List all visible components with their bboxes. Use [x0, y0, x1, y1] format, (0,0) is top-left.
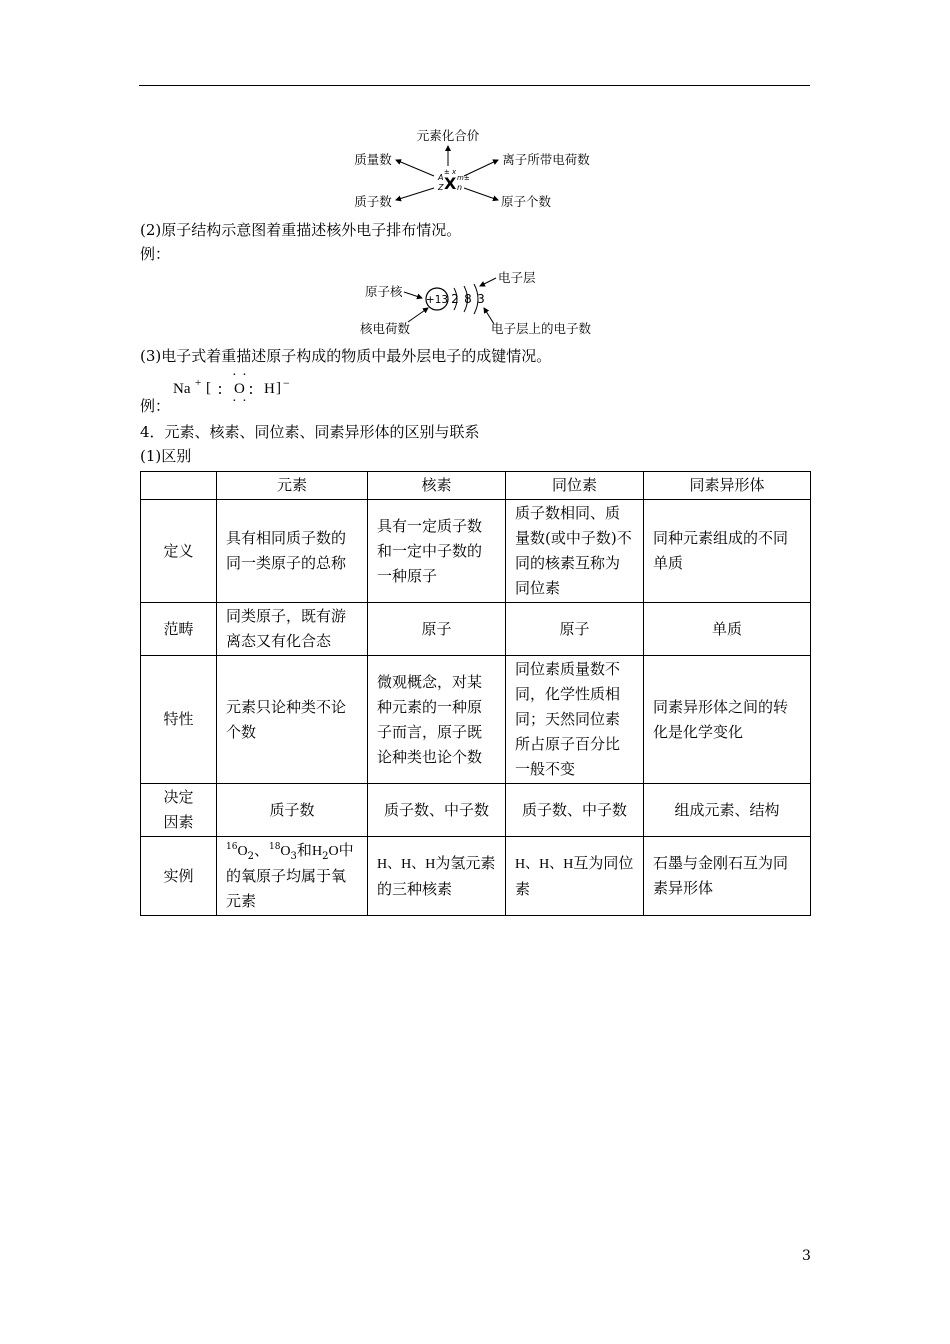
formula-o3: O [280, 844, 291, 859]
charge-label: 核电荷数 [360, 321, 411, 336]
table-cell: 质子数、中子数 [506, 784, 644, 837]
ion-charge-label: 离子所带电荷数 [502, 152, 590, 167]
formula-oxygen: O [234, 381, 245, 397]
conjunction: 和 [296, 841, 312, 859]
table-cell: 元素只论种类不论个数 [217, 656, 368, 784]
nuclide-text: 为氢元素的三种核素 [377, 853, 496, 898]
valence-sign: ± x [443, 168, 457, 176]
shell-arrow [480, 278, 496, 286]
electron-formula [173, 368, 313, 416]
table-cell: 同素异形体之间的转化是化学变化 [644, 656, 811, 784]
isotope-mass-18: 18 [268, 842, 281, 852]
formula-dots-right: ∶ [249, 383, 253, 399]
page-number: 3 [802, 1248, 811, 1264]
electrons-label: 电子层上的电子数 [491, 321, 592, 336]
table-cell: 单质 [644, 603, 811, 656]
paragraph-electron-formula: (3)电子式着重描述原子构成的物质中最外层电子的成键情况。 [140, 347, 552, 365]
count-subscript: n [457, 183, 463, 192]
subscript-3: 3 [290, 851, 297, 862]
section-heading-4: 4．元素、核素、同位素、同素异形体的区别与联系 [140, 423, 480, 441]
element-symbol: X [444, 174, 457, 193]
nucleus-label: 原子核 [365, 284, 403, 299]
isotope-text: 互为同位素 [515, 853, 634, 898]
row-label: 定义 [141, 500, 217, 603]
table-cell: 同种元素组成的不同单质 [644, 500, 811, 603]
table-header-cell: 元素 [217, 472, 368, 500]
subscript-h2: 2 [322, 851, 329, 862]
row-label: 决定因素 [141, 784, 217, 837]
table-header-cell: 同素异形体 [644, 472, 811, 500]
example-label-2: 例： [140, 397, 171, 415]
formula-bracket-open: [ [206, 380, 211, 396]
table-row [141, 603, 811, 656]
table-header-cell: 核素 [368, 472, 506, 500]
charge-sign: m± [457, 174, 470, 182]
table-cell: 原子 [368, 603, 506, 656]
formula-hydrogen: H [264, 381, 275, 397]
charge-arrow [408, 308, 428, 322]
table-cell: 组成元素、结构 [644, 784, 811, 837]
formula-dots-left: ∶ [218, 383, 222, 399]
table-cell: 微观概念，对某种元素的一种原子而言，原子既论种类也论个数 [368, 656, 506, 784]
formula-dots-top: · · [232, 368, 248, 383]
table-header-row [141, 472, 811, 500]
example-text: 中的氧原子均属于氧元素 [226, 841, 354, 910]
shell-electrons-2: 8 [464, 292, 472, 306]
table-cell: 质子数相同、质量数(或中子数)不同的核素互称为同位素 [506, 500, 644, 603]
table-row [141, 784, 811, 837]
formula-o-end: O [328, 844, 339, 859]
separator: 、 [253, 841, 269, 859]
table-header-cell: 同位素 [506, 472, 644, 500]
formula-dots-bottom: · · [232, 394, 248, 409]
atomic-label: Z [438, 183, 444, 192]
proton-number-label: 质子数 [354, 194, 392, 209]
shell-electrons-3: 3 [477, 292, 485, 306]
row-label: 实例 [141, 837, 217, 916]
formula-bracket-close: ] [276, 380, 281, 396]
isotope-mass-16: 16 [226, 842, 238, 852]
table-header-cell [141, 472, 217, 500]
formula-cation-charge: + [195, 377, 202, 389]
shell-label: 电子层 [498, 270, 536, 285]
table-cell: 质子数、中子数 [368, 784, 506, 837]
hydrogen-nuclides: H、H、H [377, 856, 436, 872]
header-rule [139, 85, 810, 86]
subscript-2: 2 [247, 851, 254, 862]
table-cell: 石墨与金刚石互为同素异形体 [644, 837, 811, 916]
nucleus-arrow [404, 292, 422, 298]
nuclide-notation-diagram [340, 120, 610, 212]
arrow-lower-left [396, 188, 434, 200]
row-label: 范畴 [141, 603, 217, 656]
formula-o2: O [237, 844, 248, 859]
table-row [141, 837, 811, 916]
table-cell [368, 837, 506, 916]
formula-h: H [311, 844, 323, 859]
shell-electrons-1: 2 [451, 292, 459, 306]
arrow-lower-right [464, 188, 498, 200]
table-cell: 具有相同质子数的同一类原子的总称 [217, 500, 368, 603]
table-cell [217, 837, 368, 916]
atomic-structure-diagram [360, 266, 610, 340]
formula-anion-charge: − [283, 376, 290, 390]
row-label: 特性 [141, 656, 217, 784]
table-cell [506, 837, 644, 916]
example-label: 例： [140, 245, 171, 263]
table-row [141, 656, 811, 784]
hydrogen-isotopes: H、H、H [515, 856, 574, 872]
atom-count-label: 原子个数 [500, 194, 552, 209]
table-cell: 质子数 [217, 784, 368, 837]
table-cell: 具有一定质子数和一定中子数的一种原子 [368, 500, 506, 603]
table-row [141, 500, 811, 603]
nucleus-charge: +13 [425, 294, 449, 306]
comparison-table [140, 471, 811, 916]
formula-cation: Na [173, 381, 191, 397]
mass-label: A [438, 173, 444, 182]
table-cell: 同类原子，既有游离态又有化合态 [217, 603, 368, 656]
table-cell: 原子 [506, 603, 644, 656]
mass-number-label: 质量数 [354, 152, 392, 167]
valence-label: 元素化合价 [416, 128, 480, 143]
arrow-upper-left [396, 160, 434, 176]
table-cell: 同位素质量数不同，化学性质相同；天然同位素所占原子百分比一般不变 [506, 656, 644, 784]
subsection-heading: (1)区别 [140, 447, 192, 465]
paragraph-atomic-structure: (2)原子结构示意图着重描述核外电子排布情况。 [140, 221, 462, 239]
